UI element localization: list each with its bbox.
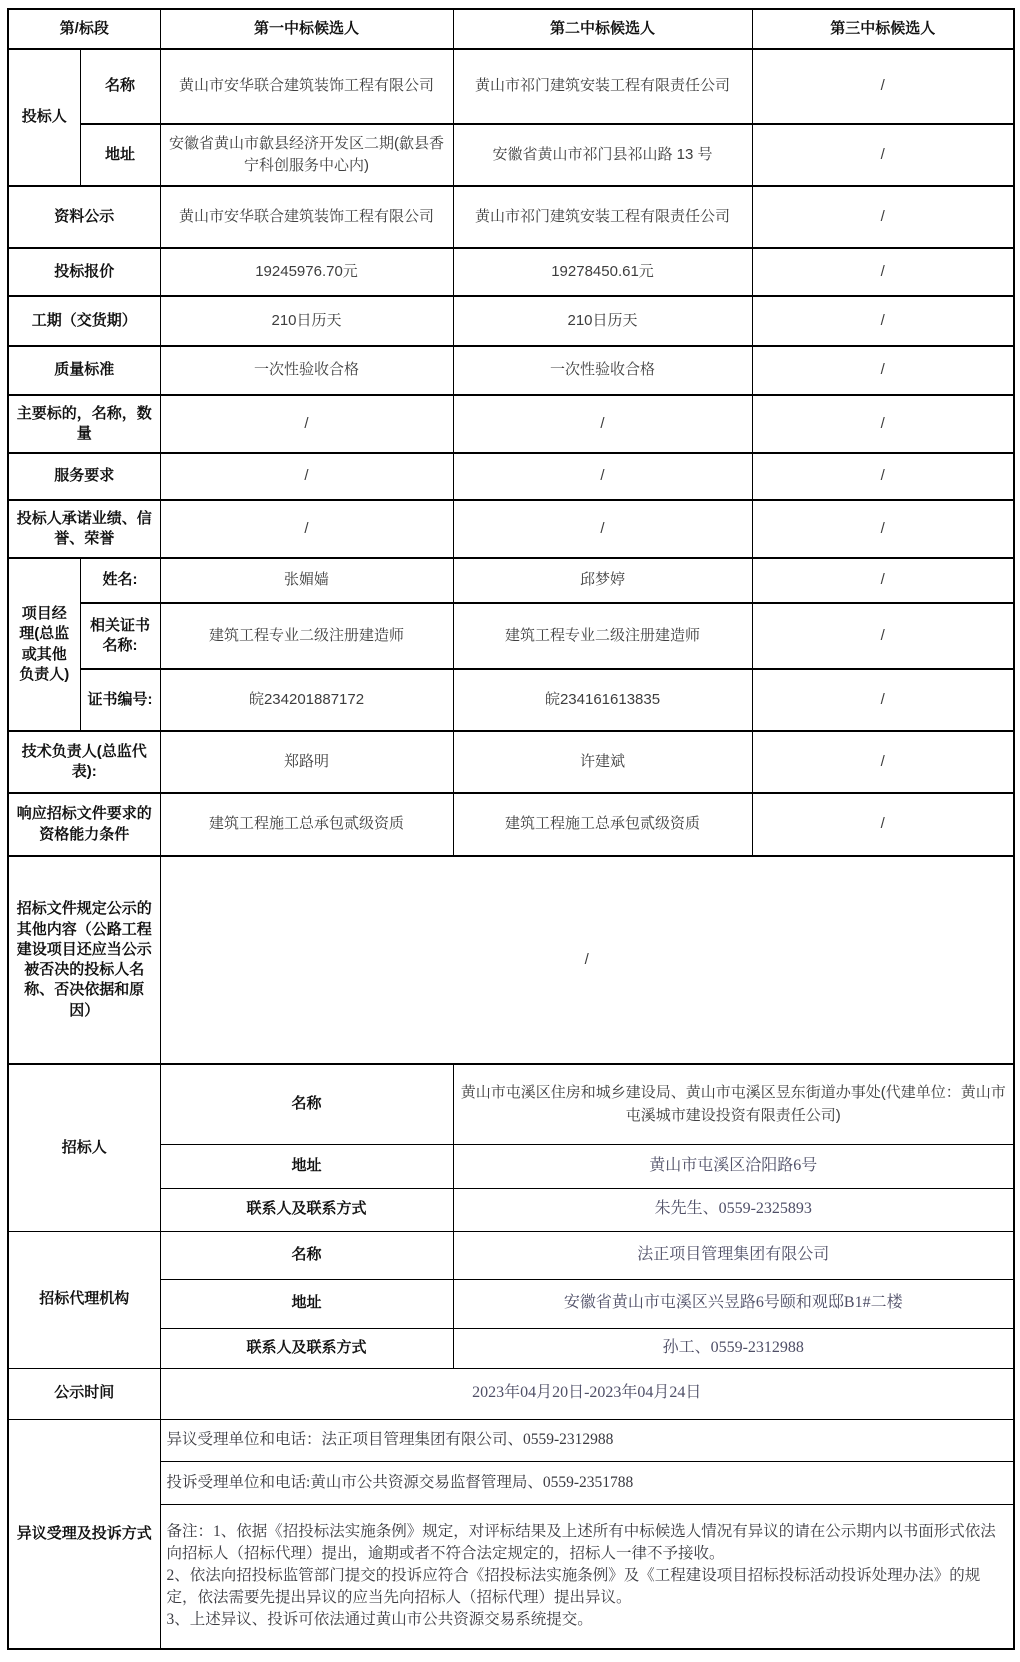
subject-row xyxy=(8,395,1014,453)
other-content-label: 招标文件规定公示的其他内容（公路工程建设项目还应当公示被否决的投标人名称、否决依据和原因） xyxy=(8,856,160,1064)
pm-cert-3: / xyxy=(752,603,1014,669)
bidder-address-1: 安徽省黄山市歙县经济开发区二期(歙县香宁科创服务中心内) xyxy=(160,124,453,186)
tenderee-contact-label: 联系人及联系方式 xyxy=(160,1188,453,1231)
quality-3: / xyxy=(752,346,1014,395)
duration-3: / xyxy=(752,296,1014,346)
qualification-label: 响应招标文件要求的资格能力条件 xyxy=(8,793,160,856)
tenderee-contact-value: 朱先生、0559-2325893 xyxy=(453,1188,1014,1231)
bidder-address-row xyxy=(8,124,1014,186)
tenderee-name-row xyxy=(8,1064,1014,1144)
tenderee-address-value: 黄山市屯溪区洽阳路6号 xyxy=(453,1144,1014,1188)
pm-certno-1: 皖234201887172 xyxy=(160,669,453,731)
pm-certno-2: 皖234161613835 xyxy=(453,669,752,731)
bidder-name-2: 黄山市祁门建筑安装工程有限责任公司 xyxy=(453,49,752,124)
agency-label: 招标代理机构 xyxy=(8,1231,160,1368)
tech-leader-1: 郑路明 xyxy=(160,731,453,793)
promise-2: / xyxy=(453,500,752,558)
pm-certno-label: 证书编号: xyxy=(80,669,160,731)
objection-note-line-3: 3、上述异议、投诉可依法通过黄山市公共资源交易系统提交。 xyxy=(166,1611,593,1629)
bid-price-row xyxy=(8,248,1014,296)
data-publicity-label: 资料公示 xyxy=(8,186,160,248)
objection-note xyxy=(160,1504,1014,1649)
subject-3: / xyxy=(752,395,1014,453)
pm-cert-1: 建筑工程专业二级注册建造师 xyxy=(160,603,453,669)
subject-2: / xyxy=(453,395,752,453)
service-row xyxy=(8,453,1014,500)
data-publicity-row xyxy=(8,186,1014,248)
pm-name-1: 张媚嫱 xyxy=(160,558,453,603)
header-second-candidate: 第二中标候选人 xyxy=(453,9,752,49)
bidder-name-3: / xyxy=(752,49,1014,124)
data-publicity-3: / xyxy=(752,186,1014,248)
objection-line1: 异议受理单位和电话：法正项目管理集团有限公司、0559-2312988 xyxy=(160,1419,1014,1461)
objection-note-line-2: 2、依法向招投标监管部门提交的投诉应符合《招投标法实施条例》及《工程建设项目招标投标活动投诉处理办法》的规定，依法需要先提出异议的应当先向招标人（招标代理）提出异议。 xyxy=(166,1567,981,1607)
objection-line1-row xyxy=(8,1419,1014,1461)
bid-candidates-publicity-table xyxy=(7,8,1015,1650)
bidder-address-2: 安徽省黄山市祁门县祁山路 13 号 xyxy=(453,124,752,186)
header-third-candidate: 第三中标候选人 xyxy=(752,9,1014,49)
other-content-row xyxy=(8,856,1014,1064)
promise-1: / xyxy=(160,500,453,558)
pm-name-label: 姓名: xyxy=(80,558,160,603)
pm-certno-3: / xyxy=(752,669,1014,731)
pm-name-2: 邱梦婷 xyxy=(453,558,752,603)
qualification-row xyxy=(8,793,1014,856)
service-2: / xyxy=(453,453,752,500)
objection-label: 异议受理及投诉方式 xyxy=(8,1419,160,1649)
pm-name-row xyxy=(8,558,1014,603)
bidder-address-label: 地址 xyxy=(80,124,160,186)
tenderee-address-label: 地址 xyxy=(160,1144,453,1188)
objection-note-line-1: 备注：1、依据《招投标法实施条例》规定，对评标结果及上述所有中标候选人情况有异议的请在公示期内以书面形式依法向招标人（招标代理）提出，逾期或者不符合法定规定的，招标人一律不予接收。 xyxy=(166,1523,996,1563)
tenderee-name-value: 黄山市屯溪区住房和城乡建设局、黄山市屯溪区昱东街道办事处(代建单位：黄山市屯溪城市建设投资有限责任公司) xyxy=(453,1064,1014,1144)
data-publicity-2: 黄山市祁门建筑安装工程有限责任公司 xyxy=(453,186,752,248)
pm-cert-label: 相关证书名称: xyxy=(80,603,160,669)
promise-row xyxy=(8,500,1014,558)
quality-1: 一次性验收合格 xyxy=(160,346,453,395)
header-section-segment: 第/标段 xyxy=(8,9,160,49)
data-publicity-1: 黄山市安华联合建筑装饰工程有限公司 xyxy=(160,186,453,248)
tech-leader-row xyxy=(8,731,1014,793)
quality-2: 一次性验收合格 xyxy=(453,346,752,395)
promise-3: / xyxy=(752,500,1014,558)
table-header-row xyxy=(8,9,1014,49)
bid-price-1: 19245976.70元 xyxy=(160,248,453,296)
bid-price-label: 投标报价 xyxy=(8,248,160,296)
qualification-2: 建筑工程施工总承包贰级资质 xyxy=(453,793,752,856)
bidder-name-row xyxy=(8,49,1014,124)
project-manager-label: 项目经理(总监或其他负责人) xyxy=(8,558,80,731)
bidder-name-label: 名称 xyxy=(80,49,160,124)
bidder-name-1: 黄山市安华联合建筑装饰工程有限公司 xyxy=(160,49,453,124)
duration-label: 工期（交货期） xyxy=(8,296,160,346)
tenderee-label: 招标人 xyxy=(8,1064,160,1231)
qualification-3: / xyxy=(752,793,1014,856)
publicity-time-row xyxy=(8,1368,1014,1419)
agency-name-label: 名称 xyxy=(160,1231,453,1279)
agency-contact-value: 孙工、0559-2312988 xyxy=(453,1328,1014,1368)
bid-price-3: / xyxy=(752,248,1014,296)
duration-1: 210日历天 xyxy=(160,296,453,346)
pm-name-3: / xyxy=(752,558,1014,603)
quality-row xyxy=(8,346,1014,395)
agency-address-label: 地址 xyxy=(160,1279,453,1328)
subject-label: 主要标的，名称，数量 xyxy=(8,395,160,453)
quality-label: 质量标准 xyxy=(8,346,160,395)
tech-leader-3: / xyxy=(752,731,1014,793)
tech-leader-2: 许建斌 xyxy=(453,731,752,793)
qualification-1: 建筑工程施工总承包贰级资质 xyxy=(160,793,453,856)
bid-price-2: 19278450.61元 xyxy=(453,248,752,296)
duration-row xyxy=(8,296,1014,346)
publicity-time-value: 2023年04月20日-2023年04月24日 xyxy=(160,1368,1014,1419)
other-content-value: / xyxy=(160,856,1014,1064)
objection-line2: 投诉受理单位和电话:黄山市公共资源交易监督管理局、0559-2351788 xyxy=(160,1461,1014,1504)
bidder-label: 投标人 xyxy=(8,49,80,186)
agency-name-row xyxy=(8,1231,1014,1279)
service-label: 服务要求 xyxy=(8,453,160,500)
agency-contact-label: 联系人及联系方式 xyxy=(160,1328,453,1368)
agency-address-value: 安徽省黄山市屯溪区兴昱路6号颐和观邸B1#二楼 xyxy=(453,1279,1014,1328)
tenderee-name-label: 名称 xyxy=(160,1064,453,1144)
pm-certno-row xyxy=(8,669,1014,731)
duration-2: 210日历天 xyxy=(453,296,752,346)
bidder-address-3: / xyxy=(752,124,1014,186)
agency-name-value: 法正项目管理集团有限公司 xyxy=(453,1231,1014,1279)
subject-1: / xyxy=(160,395,453,453)
pm-cert-row xyxy=(8,603,1014,669)
pm-cert-2: 建筑工程专业二级注册建造师 xyxy=(453,603,752,669)
service-3: / xyxy=(752,453,1014,500)
service-1: / xyxy=(160,453,453,500)
tech-leader-label: 技术负责人(总监代表): xyxy=(8,731,160,793)
publicity-time-label: 公示时间 xyxy=(8,1368,160,1419)
promise-label: 投标人承诺业绩、信誉、荣誉 xyxy=(8,500,160,558)
header-first-candidate: 第一中标候选人 xyxy=(160,9,453,49)
